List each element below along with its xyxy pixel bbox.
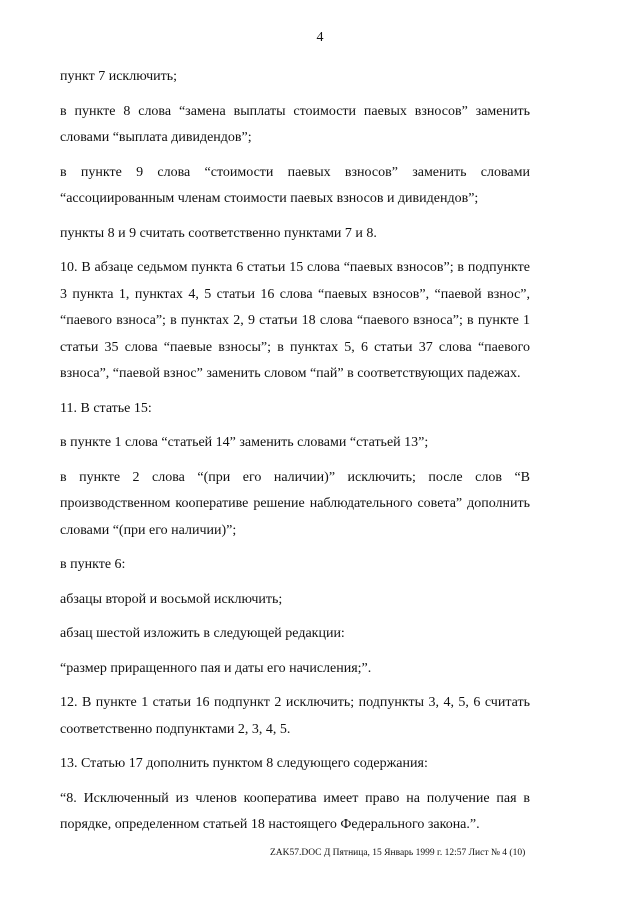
paragraph-12: “размер приращенного пая и даты его начисления;”. xyxy=(60,660,372,676)
document-footer: ZAK57.DOC Д Пятница, 15 Январь 1999 г. 12:57 Лист № 4 (10) xyxy=(270,848,526,858)
paragraph-13: 12. В пункте 1 статьи 16 подпункт 2 исключить; подпункты 3, 4, 5, 6 считать соответственно подпунктами 2, 3, 4, 5. xyxy=(60,695,530,737)
paragraph-9: в пункте 6: xyxy=(60,557,126,572)
document-body xyxy=(60,64,530,847)
paragraph-2: в пункте 8 слова “замена выплаты стоимости паевых взносов” заменить словами “выплата дивидендов”; xyxy=(60,103,530,145)
paragraph-11: абзац шестой изложить в следующей редакции: xyxy=(60,626,345,641)
paragraph-7: в пункте 1 слова “статьей 14” заменить словами “статьей 13”; xyxy=(60,435,429,450)
paragraph-10: абзацы второй и восьмой исключить; xyxy=(60,591,283,607)
page-number: 4 xyxy=(316,30,324,45)
paragraph-8: в пункте 2 слова “(при его наличии)” исключить; после слов “В производственном кооперативе решение наблюдательного совета” дополнить словами “(при его наличии)”; xyxy=(60,469,530,538)
paragraph-6: 11. В статье 15: xyxy=(60,400,152,416)
paragraph-1: пункт 7 исключить; xyxy=(60,69,178,84)
paragraph-14: 13. Статью 17 дополнить пунктом 8 следующего содержания: xyxy=(60,756,428,771)
paragraph-3: в пункте 9 слова “стоимости паевых взносов” заменить словами “ассоциированным членам стоимости паевых взносов и дивидендов”; xyxy=(60,164,530,206)
paragraph-5: 10. В абзаце седьмом пункта 6 статьи 15 слова “паевых взносов”; в подпункте 3 пункта 1, пунктах 4, 5 статьи 16 слова “паевых взносов”, “паевой взнос”, “паевого взноса”; в пунктах 2, 9 статьи 18 слова “паевого взноса”; в пункте 1 статьи 35 слова “паевые взносы”; в пунктах 5, 6 статьи 37 слова “паевого взноса”, “паевой взнос” заменить словом “пай” в соответствующих падежах. xyxy=(60,260,530,381)
paragraph-15: “8. Исключенный из членов кооператива имеет право на получение пая в порядке, определенном статьей 18 настоящего Федерального закона.”. xyxy=(60,790,530,832)
paragraph-4: пункты 8 и 9 считать соответственно пунктами 7 и 8. xyxy=(60,225,377,241)
